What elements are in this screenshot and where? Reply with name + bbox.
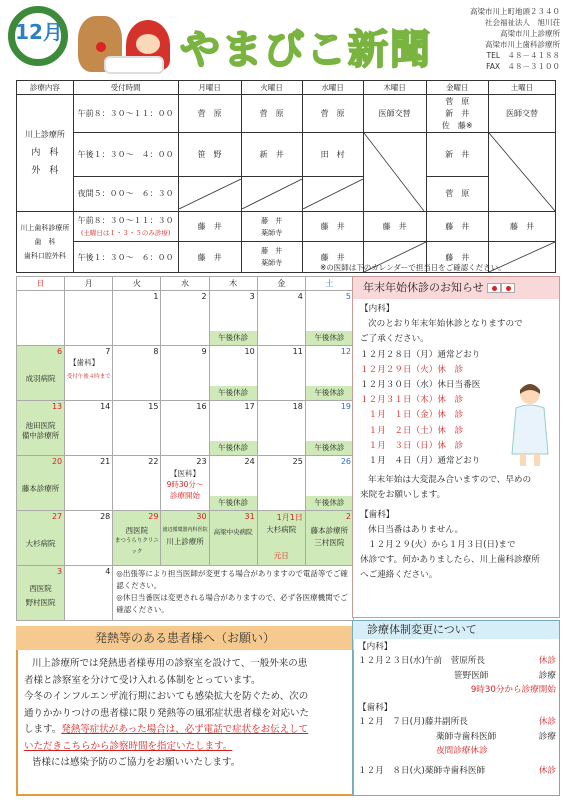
cal-cell	[305, 401, 353, 456]
night-wed	[302, 176, 363, 212]
dental-pm-tue	[241, 242, 302, 273]
wed23-label: 【医科】	[169, 469, 200, 478]
change-note: 9時30分から診療開始	[470, 684, 556, 695]
date-number: 26	[340, 457, 351, 466]
fever-text: します。	[24, 724, 62, 735]
dental-note: 受付午後４時まで	[66, 374, 111, 380]
date-number: 24	[244, 457, 255, 466]
pm-tue: 新 井	[241, 133, 302, 177]
am-wed: 菅 原	[302, 95, 363, 133]
duty-clinic	[306, 525, 353, 549]
duty-clinic: 大杉病院	[25, 539, 56, 548]
ny-status: 通常どおり	[437, 349, 481, 360]
ny-status: 通常どおり	[437, 456, 481, 467]
pm-closed-label: 午後休診	[210, 441, 257, 455]
cal-cell	[209, 291, 257, 346]
cal-cell	[161, 291, 209, 346]
duty-clinic: 成羽病院	[25, 374, 56, 383]
night-fri: 菅 原	[426, 176, 488, 212]
change-status: 診療	[538, 670, 556, 681]
ny-row	[360, 363, 556, 378]
duty-clinic-2: 備中診療所	[21, 431, 60, 440]
cal-cell	[257, 291, 305, 346]
day-header: 金	[257, 277, 305, 291]
change-shika: 【歯科】	[358, 703, 393, 714]
date-number: 22	[148, 457, 159, 466]
page-title: やまびこ新聞	[180, 27, 432, 73]
date-number: 25	[292, 457, 303, 466]
change-row	[358, 715, 556, 729]
cal-cell	[113, 291, 161, 346]
cal-cell	[113, 456, 161, 511]
dental-pm-wed: 藤 井	[302, 242, 363, 273]
change-row	[358, 764, 556, 778]
ny-shika-2: １２月２９(火）から１月３日(日)まで	[368, 540, 516, 551]
duty-clinic	[17, 582, 64, 610]
change-body	[358, 640, 556, 779]
cal-cell	[161, 346, 209, 401]
change-status: 休診	[538, 717, 556, 728]
wed23-time: 9時30分～	[166, 480, 204, 489]
dental-am-tue-1: 藤 井	[261, 216, 283, 225]
pm-fri: 新 井	[426, 133, 488, 177]
cal-cell	[17, 291, 65, 346]
newyear-title-text: 年末年始休診のお知らせ	[363, 281, 484, 294]
date-number: 3	[249, 292, 255, 301]
duty-clinic-2: 三村医院	[314, 538, 345, 547]
dental-am-thu: 藤 井	[363, 212, 426, 242]
duty-clinic: 高梁中央病院	[213, 528, 253, 536]
date-number: 14	[100, 402, 111, 411]
dental-label: 【歯科】	[69, 358, 100, 367]
col-header: 診療内容	[17, 81, 74, 95]
col-header: 水曜日	[302, 81, 363, 95]
date-number: 4	[105, 567, 111, 576]
duty-clinic: 大杉病院	[266, 525, 297, 534]
newyear-title	[353, 277, 559, 299]
fever-line: 今冬のインフルエンザ流行期においても感染拡大を防ぐため、次の	[24, 691, 309, 702]
dental-am-mon: 藤 井	[178, 212, 241, 242]
duty-clinic-1: 渡辺循環器内科医院	[162, 527, 208, 533]
change-note: 夜間診療休診	[436, 746, 488, 757]
date-number: 27	[51, 512, 63, 521]
cal-cell	[17, 456, 65, 511]
address-line: 社会福祉法人 旭川荘	[485, 18, 560, 27]
date-number: 21	[100, 457, 111, 466]
date-number: 29	[148, 512, 159, 521]
schedule-table	[16, 80, 556, 273]
dental-am-tue	[241, 212, 302, 242]
nurse-icon	[506, 378, 554, 468]
change-text: １２月 ８日(火)薬師寺歯科医師	[358, 766, 486, 777]
fever-line: 通りかかりつけの患者様に限り発熱等の風邪症状患者様を対応いた	[24, 707, 310, 719]
address-line: 高梁市川上診療所	[500, 29, 560, 38]
footnote-1: ◎出張等により担当医師が変更する場合がありますので電話等でご確認ください。	[116, 569, 348, 590]
sat-empty	[488, 133, 555, 212]
cal-cell	[17, 511, 65, 566]
ny-date: １２月３０日（水）	[360, 380, 438, 391]
newyear-intro2: ご了承ください。	[360, 334, 429, 345]
address-block	[430, 6, 560, 72]
cal-cell	[65, 401, 113, 456]
duty-clinic-1: 池田医院	[25, 421, 56, 430]
date-number: 1	[153, 292, 159, 301]
fever-emphasis: 発熱等症状があった場合は、必ず電話で症状をお伝えして	[61, 724, 309, 735]
date-number: 1月1日	[276, 513, 303, 522]
cal-cell	[305, 456, 353, 511]
dental-am-note: (土曜日は１・３・５のみ診療)	[80, 228, 171, 237]
wed23-start: 診療開始	[169, 491, 200, 500]
dental-pm-tue-2: 薬師寺	[261, 259, 283, 267]
date-number: 7	[105, 347, 111, 356]
pm-closed-label: 午後休診	[306, 441, 353, 455]
fever-body	[24, 656, 348, 772]
ny-date: １月 ４日（月）	[360, 456, 438, 467]
change-title: 診療体制変更について	[353, 621, 559, 639]
cal-cell	[65, 291, 113, 346]
ny-date: １月 ２日（土）	[360, 425, 438, 436]
duty-clinic-2: まつうらりクリニック	[114, 538, 159, 555]
date-number: 10	[244, 347, 255, 356]
change-text: １２月２３日(水)午前 菅原所長	[358, 656, 486, 667]
am-thu: 医師交替	[363, 95, 426, 133]
cal-cell	[65, 511, 113, 566]
dental-clinic-name: 川上歯科診療所	[20, 224, 70, 232]
dental-am-time-text: 午前８：３０～１１：３０	[77, 215, 174, 225]
col-header: 木曜日	[363, 81, 426, 95]
dental-pm-mon: 藤 井	[178, 242, 241, 273]
dental-pm-fri: 藤 井	[426, 242, 488, 273]
fever-line: 川上診療所では発熱患者様専用の診察室を設けて、一般外来の患	[32, 658, 308, 669]
address-line: FAX ４８－３１００	[486, 62, 560, 71]
calendar	[16, 276, 354, 621]
am-fri-3: 佐 藤※	[441, 120, 473, 130]
ny-shika-3: 休診です。何かありましたら、川上歯科診療所	[360, 555, 540, 566]
ny-row	[360, 348, 556, 363]
date-number: 16	[196, 402, 207, 411]
ny-date: １月 ３日（日）	[360, 440, 438, 451]
time-am: 午前８：３０～１１：００	[73, 95, 178, 133]
date-number: 3	[57, 567, 63, 576]
clinic-cell	[17, 95, 74, 212]
day-header: 火	[113, 277, 161, 291]
dental-dept2: 歯科口腔外科	[23, 252, 66, 260]
change-status: 診療	[538, 731, 556, 742]
cal-cell	[209, 456, 257, 511]
duty-clinic-1: 西医院	[125, 526, 149, 535]
fever-line: 皆様には感染予防のご協力をお願いいたします。	[32, 757, 241, 768]
cal-cell	[161, 456, 209, 511]
col-header: 受付時間	[73, 81, 178, 95]
cal-cell	[257, 511, 305, 566]
dept-geka: 外 科	[31, 166, 59, 176]
cal-cell	[257, 456, 305, 511]
cal-cell	[209, 401, 257, 456]
fever-emphasis2: いただきこちらから診察時間を指定いたします。	[24, 740, 233, 752]
date-number: 20	[51, 457, 63, 466]
date-number: 6	[57, 347, 63, 356]
dental-am-sat: 藤 井	[488, 212, 555, 242]
change-row	[358, 669, 556, 683]
cal-cell	[305, 346, 353, 401]
ny-status: 休日当番医	[437, 380, 481, 391]
duty-clinic-1: 西医院	[29, 584, 52, 593]
am-sat: 医師交替	[488, 95, 555, 133]
flag-icon	[487, 283, 501, 293]
newyear-shika: 【歯科】	[360, 509, 395, 520]
cal-cell	[113, 346, 161, 401]
col-header: 土曜日	[488, 81, 555, 95]
change-naika: 【内科】	[358, 642, 393, 652]
dental-am-fri: 藤 井	[426, 212, 488, 242]
cal-cell	[17, 346, 65, 401]
address-line: TEL ４８－４１８８	[486, 51, 560, 60]
date-number: 30	[196, 512, 207, 521]
change-status: 休診	[538, 656, 556, 667]
cal-cell	[113, 401, 161, 456]
ny-date: １月 １日（金）	[360, 410, 438, 421]
pm-closed-label: 午後休診	[210, 386, 257, 400]
dept-naika: 内 科	[31, 148, 59, 158]
duty-clinic-2: 川上診療所	[166, 537, 204, 546]
cal-cell	[65, 346, 113, 401]
ny-date: １２月２９日（火）	[360, 364, 438, 375]
ny-status: 休 診	[437, 440, 464, 451]
cal-cell	[305, 291, 353, 346]
clinic-name: 川上診療所	[24, 130, 65, 139]
date-number: 4	[297, 292, 303, 301]
change-status: 休診	[538, 766, 556, 777]
date-number: 2	[345, 512, 351, 521]
dental-pm-time: 午後１：３０～ ６：００	[73, 242, 178, 273]
duty-clinic	[113, 525, 160, 558]
night-tue	[241, 176, 302, 212]
dental-am-time	[73, 212, 178, 242]
am-fri-1: 菅 原	[445, 96, 470, 106]
flag-icon	[501, 283, 515, 293]
change-row	[358, 730, 556, 744]
day-header: 水	[161, 277, 209, 291]
date-number: 31	[244, 512, 255, 521]
ny-shika-1: 休日当番はありません。	[368, 524, 464, 535]
dental-am-tue-2: 薬師寺	[261, 228, 283, 237]
ny-date: １２月２８日（月）	[360, 349, 438, 360]
cal-cell	[161, 401, 209, 456]
date-number: 19	[340, 402, 351, 411]
cal-cell	[65, 566, 113, 621]
duty-clinic-1: 藤本診療所	[310, 526, 349, 535]
dental-am-wed: 藤 井	[302, 212, 363, 242]
pm-wed: 田 村	[302, 133, 363, 177]
date-number: 2	[201, 292, 207, 301]
ny-status: 休 診	[437, 364, 464, 375]
date-number: 5	[345, 292, 351, 301]
dental-dept: 歯 科	[34, 238, 56, 246]
ny-status: 休 診	[437, 425, 464, 436]
day-header: 日	[17, 277, 65, 291]
am-tue: 菅 原	[241, 95, 302, 133]
date-number: 8	[153, 347, 159, 356]
date-number: 13	[51, 402, 63, 411]
cake-icon	[104, 56, 164, 74]
pm-mon: 笹 野	[178, 133, 241, 177]
ny-para2: 来院をお願いします。	[360, 490, 446, 501]
cal-cell	[209, 511, 257, 566]
fever-line	[24, 722, 348, 739]
night-mon	[178, 176, 241, 212]
change-text: １２月 ７日(月)藤井副所長	[358, 717, 468, 728]
date-number: 9	[201, 347, 207, 356]
date-number: 23	[196, 457, 207, 466]
cal-cell	[65, 456, 113, 511]
date-number: 11	[292, 347, 303, 356]
pm-closed-label: 午後休診	[306, 496, 353, 510]
cal-cell	[113, 511, 161, 566]
holiday-label: 元日	[273, 551, 289, 560]
day-header: 木	[209, 277, 257, 291]
cal-cell	[209, 346, 257, 401]
am-fri-2: 新 井	[445, 108, 470, 118]
change-text: 薬師寺歯科医師	[436, 731, 497, 742]
date-number: 15	[148, 402, 159, 411]
month-badge: 12月	[15, 20, 63, 44]
ny-para: 年末年始は大変混み合いますので、早めの	[368, 475, 532, 486]
day-header: 月	[65, 277, 113, 291]
cal-cell	[305, 511, 353, 566]
fever-title: 発熱等のある患者様へ（お願い）	[16, 626, 354, 650]
cal-cell	[17, 566, 65, 621]
change-row	[358, 654, 556, 668]
address-line: 高梁市川上歯科診療所	[485, 40, 560, 49]
cal-cell	[17, 401, 65, 456]
col-header: 金曜日	[426, 81, 488, 95]
day-header: 土	[305, 277, 353, 291]
date-number: 17	[244, 402, 255, 411]
dental-clinic-cell	[17, 212, 74, 273]
cal-cell	[161, 511, 209, 566]
pm-closed-label: 午後休診	[210, 496, 257, 510]
date-number: 12	[340, 347, 351, 356]
ny-date: １２月３１日（木）	[360, 395, 438, 406]
newyear-intro: 次のとおり年末年始休診となりますので	[368, 319, 523, 330]
thu-empty	[363, 133, 426, 212]
pm-closed-label: 午後休診	[306, 331, 353, 345]
footnote-2: ◎休日当番医は変更される場合がありますので、必ず各医療機関でご確認ください。	[116, 593, 348, 614]
ny-status: 休 診	[437, 410, 464, 421]
pm-closed-label: 午後休診	[210, 331, 257, 345]
duty-clinic	[161, 525, 208, 547]
am-fri	[426, 95, 488, 133]
schedule-note: ※の医師は下のカレンダーで担当日をご確認ください。	[320, 263, 506, 272]
address-line: 高梁市川上町地頭２３４０	[470, 7, 560, 16]
date-number: 18	[292, 402, 303, 411]
fever-line: 者様と診察室を分けて受け入れる体制をとっています。	[24, 674, 261, 686]
col-header: 月曜日	[178, 81, 241, 95]
date-number: 28	[100, 512, 111, 521]
wed23-note	[161, 468, 208, 501]
col-header: 火曜日	[241, 81, 302, 95]
change-text: 笹野医師	[454, 670, 489, 681]
time-pm: 午後１：３０～ ４：００	[73, 133, 178, 177]
am-mon: 菅 原	[178, 95, 241, 133]
duty-clinic	[17, 421, 64, 441]
duty-clinic: 藤本診療所	[21, 484, 60, 493]
time-night: 夜間５：００～ ６：３０	[73, 176, 178, 212]
ny-shika-4: へご連絡ください。	[360, 570, 438, 581]
dental-pm-tue-1: 藤 井	[261, 247, 283, 255]
duty-clinic-2: 野村医院	[25, 598, 56, 607]
newyear-naika: 【内科】	[360, 304, 395, 314]
pm-closed-label: 午後休診	[306, 386, 353, 400]
calendar-footnote	[113, 566, 354, 621]
ny-status: 休 診	[437, 395, 464, 406]
cal-cell	[257, 346, 305, 401]
cal-cell	[257, 401, 305, 456]
